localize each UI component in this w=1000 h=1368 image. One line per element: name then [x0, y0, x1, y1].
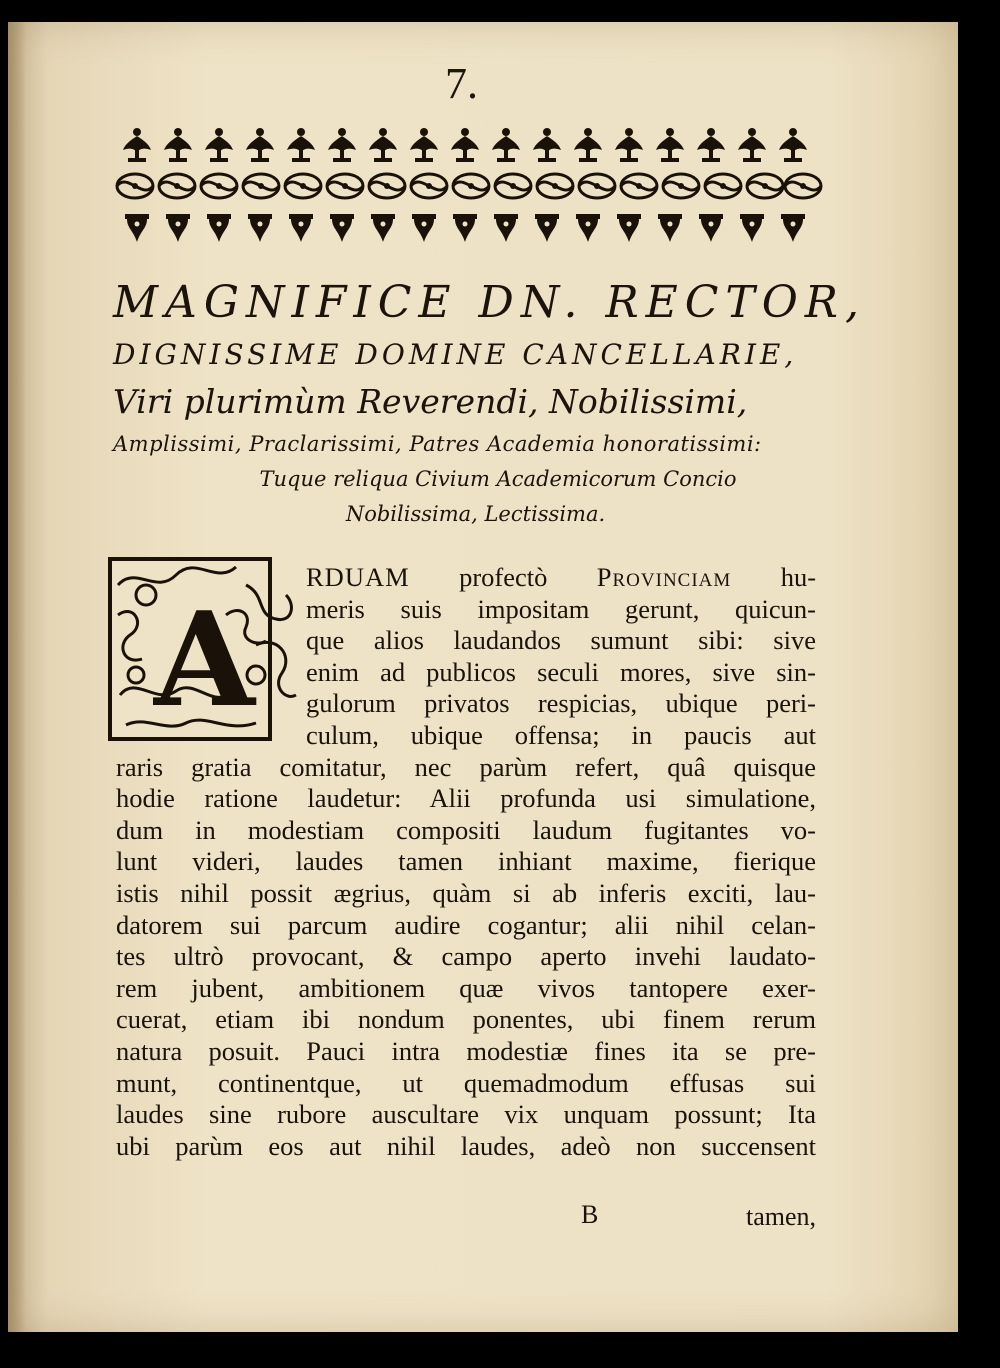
text-line: natura posuit. Pauci intra modestiæ fines ita se pre-	[116, 1035, 816, 1066]
text-line: dum in modestiam compositi laudum fugitantes vo-	[116, 814, 816, 845]
text-line: munt, continentque, ut quemadmodum effusas sui	[116, 1067, 816, 1098]
book-page	[8, 22, 958, 1332]
opening-rest: hu-	[780, 562, 817, 592]
opening-capitals: RDUAM	[306, 562, 410, 592]
signature-mark: B	[581, 1200, 599, 1229]
text-line: meris suis impositam gerunt, quicun-	[306, 593, 816, 624]
heading-line-3: Viri plurimùm Reverendi, Nobilissimi,	[113, 382, 748, 421]
ornament-middle-row	[117, 174, 821, 198]
opening-capitals-2: Provinciam	[596, 562, 732, 592]
text-line: hodie ratione laudetur: Alii profunda usi simulatione,	[116, 783, 816, 814]
heading-line-6: Nobilissima, Lectissima.	[345, 502, 606, 526]
text-line: ubi parùm eos aut nihil laudes, adeò non succensent	[116, 1130, 816, 1161]
text-line: rem jubent, ambitionem quæ vivos tantopere exer-	[116, 972, 816, 1003]
text-line: cuerat, etiam ibi nondum ponentes, ubi finem rerum	[116, 1004, 816, 1035]
heading-line-4: Amplissimi, Praclarissimi, Patres Academia honoratissimi:	[113, 432, 762, 456]
text-line: datorem sui parcum audire cogantur; alii nihil celan-	[116, 909, 816, 940]
ornament-bottom-row	[125, 214, 805, 242]
text-line-opening	[116, 562, 816, 594]
heading-line-1: MAGNIFICE DN. RECTOR,	[113, 277, 866, 328]
address-heading	[113, 274, 866, 532]
text-line: istis nihil possit ægrius, quàm si ab inferis exciti, lau-	[116, 877, 816, 908]
page-gutter-shadow	[8, 22, 26, 1332]
text-line: raris gratia comitatur, nec parùm refert, quâ quisque	[116, 751, 816, 782]
initial-letter: A	[154, 583, 255, 736]
ornament-top-row	[123, 128, 807, 162]
catchword: tamen,	[745, 1202, 816, 1231]
text-line: laudes sine rubore auscultare vix unquam possunt; Ita	[116, 1099, 816, 1130]
main-text	[116, 562, 816, 1162]
text-line: culum, ubique offensa; in paucis aut	[306, 719, 816, 750]
heading-line-5: Tuque reliqua Civium Academicorum Concio	[259, 467, 737, 491]
text-line: tes ultrò provocant, & campo aperto invehi laudato-	[116, 941, 816, 972]
text-line: gulorum privatos respicias, ubique peri-	[306, 688, 816, 719]
page-number: 7.	[445, 59, 478, 108]
text-line: que alios laudandos sumunt sibi: sive	[306, 625, 816, 656]
text-line: enim ad publicos seculi mores, sive sin-	[306, 656, 816, 687]
opening-word: profectò	[459, 562, 548, 592]
text-line: lunt videri, laudes tamen inhiant maxime, fierique	[116, 846, 816, 877]
heading-line-2: DIGNISSIME DOMINE CANCELLARIE,	[113, 338, 798, 371]
headpiece-ornament	[113, 120, 823, 252]
